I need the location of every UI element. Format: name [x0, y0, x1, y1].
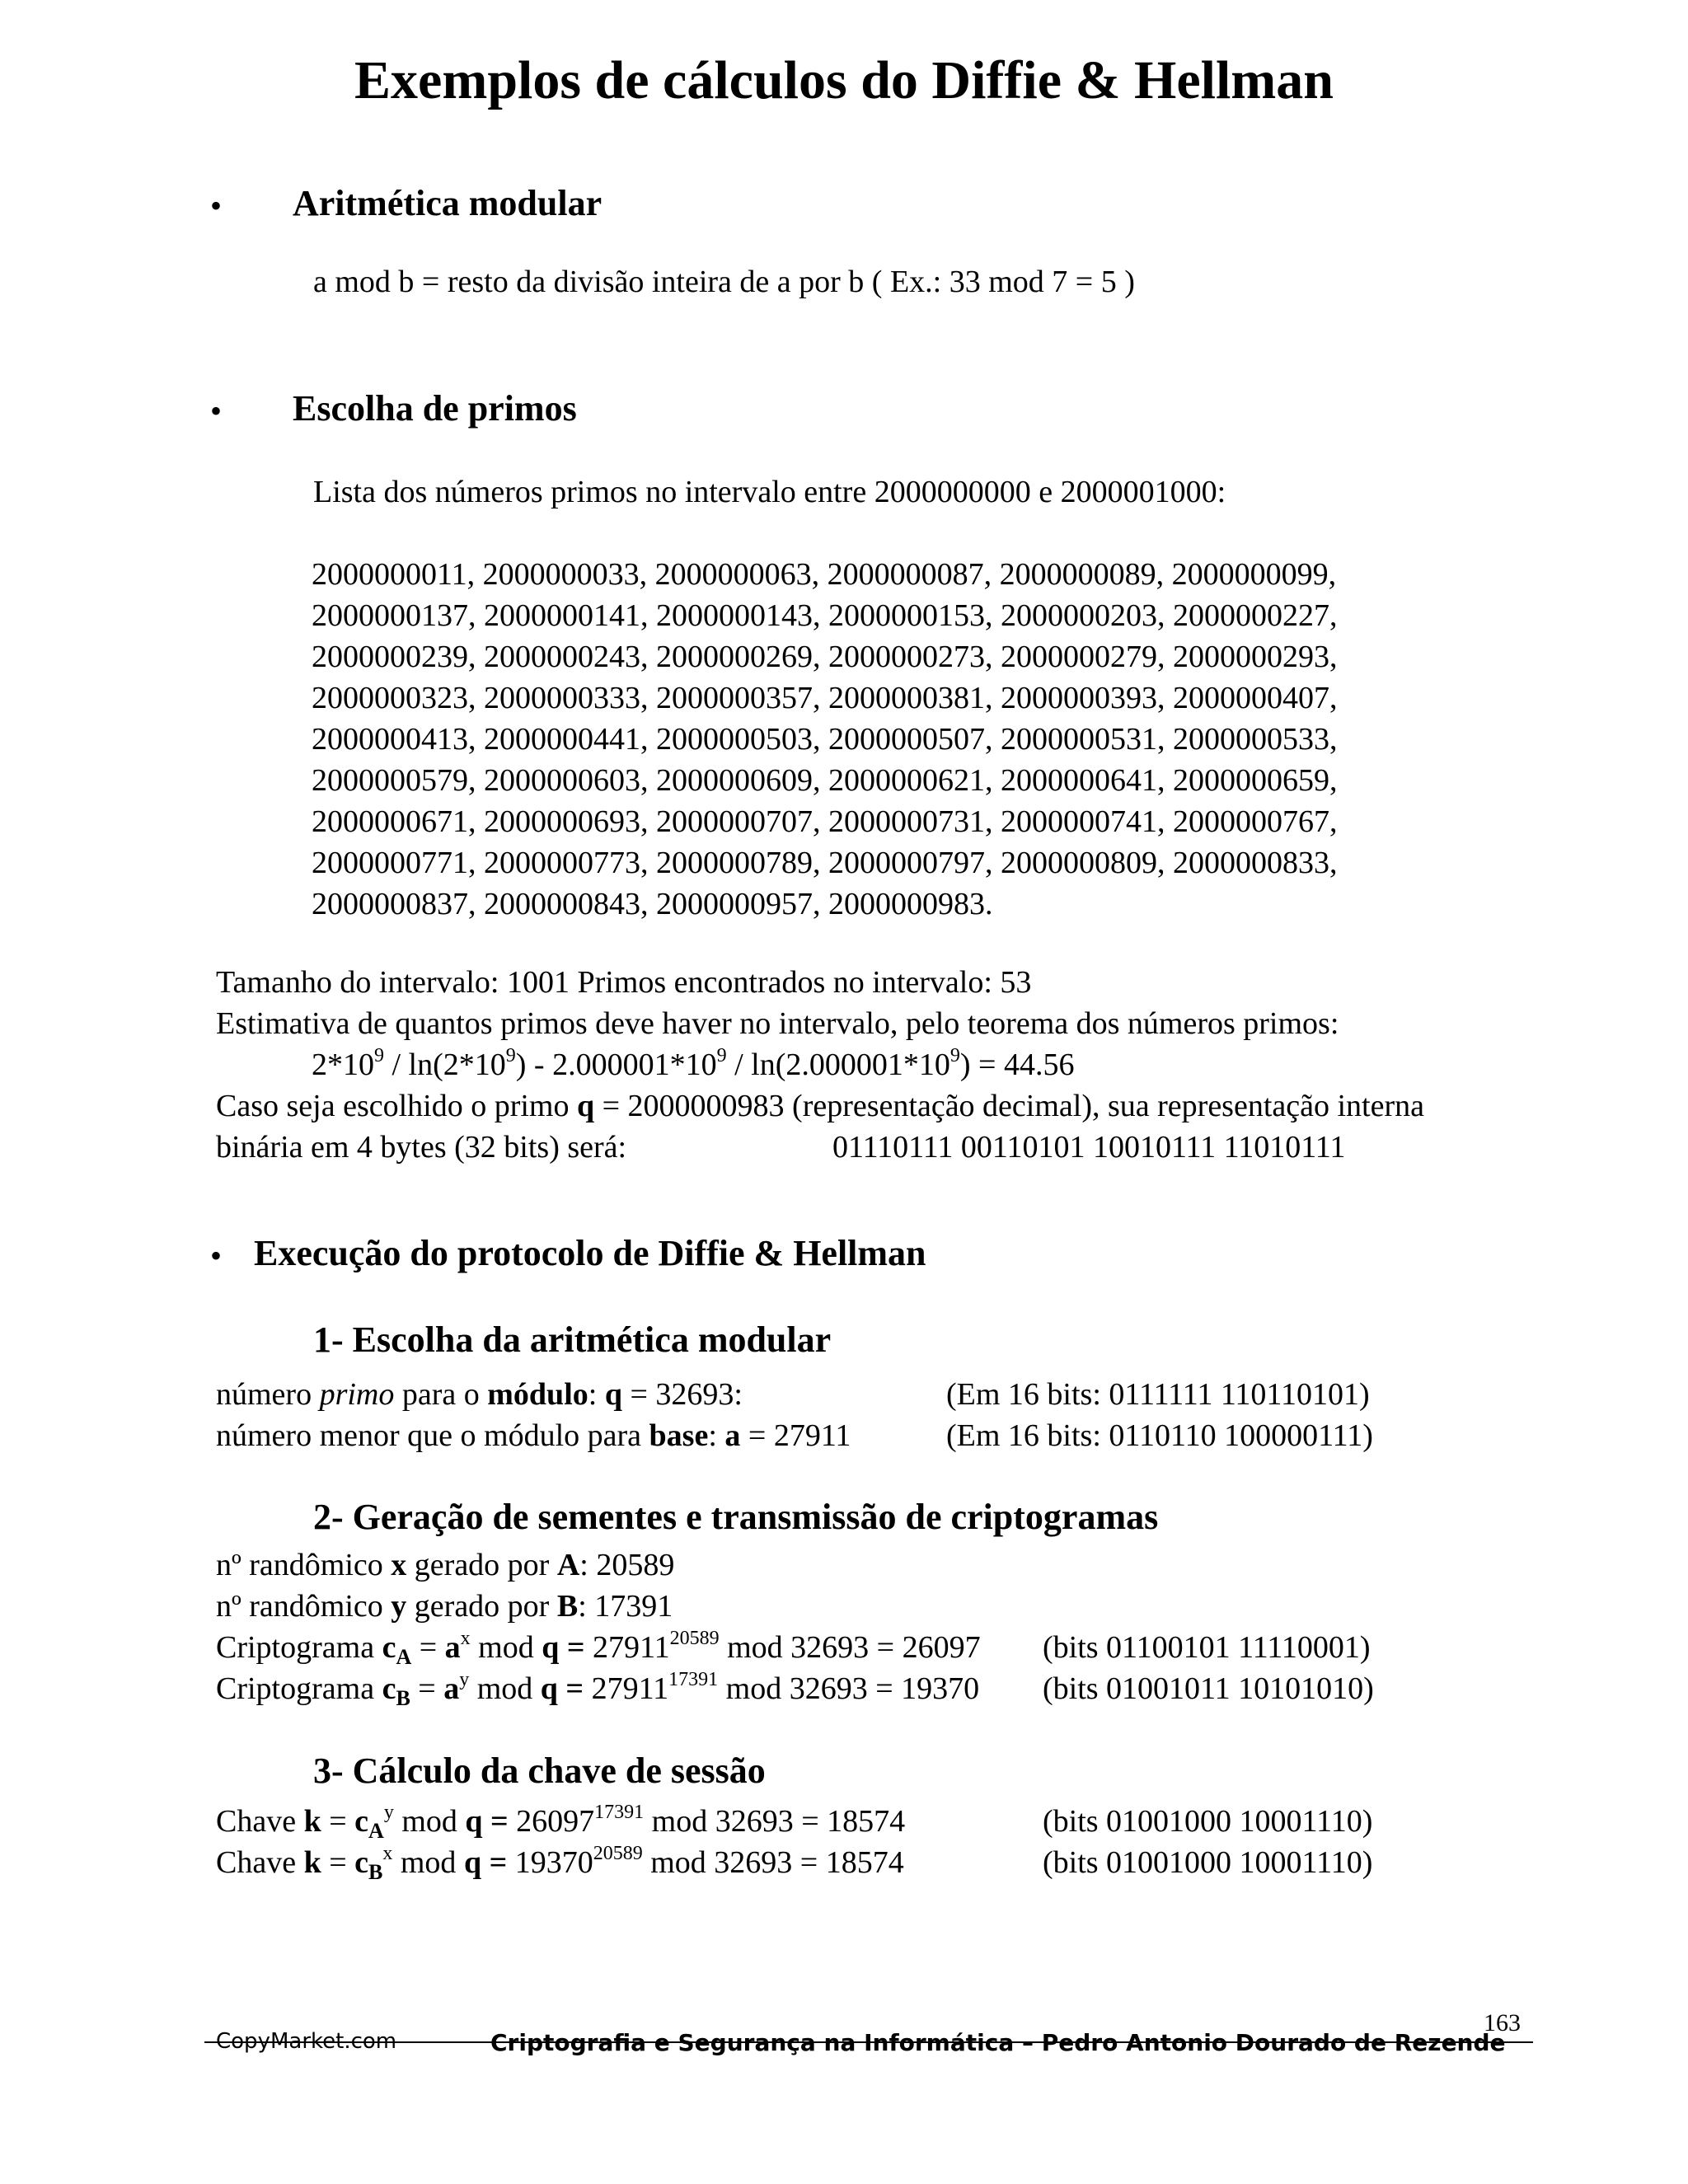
primes-line: 2000000671, 2000000693, 2000000707, 2000000731, 2000000741, 2000000767, — [312, 804, 1338, 839]
modular-definition: a mod b = resto da divisão inteira de a por b ( Ex.: 33 mod 7 = 5 ) — [313, 265, 1135, 299]
primes-line: 2000000239, 2000000243, 2000000269, 2000000273, 2000000279, 2000000293, — [312, 640, 1338, 674]
session-key-a-bits: (bits 01001000 10001110) — [1043, 1804, 1373, 1839]
page-number: 163 — [1484, 2009, 1521, 2036]
bullet-icon: • — [210, 187, 223, 224]
footer-site: CopyMarket.com — [216, 2029, 397, 2054]
estimate-line: Estimativa de quantos primos deve haver no intervalo, pelo teorema dos números primos: — [216, 1006, 1339, 1041]
estimate-formula: $2*10^9 / \ln(2*10^9) - 2.000001*10^9 / \ln(2.000001*10^9) = 44.56$ — [312, 1045, 1075, 1082]
session-key-b-bits: (bits 01001000 10001110) — [1043, 1845, 1373, 1880]
random-y-line: nº randômico y gerado por B: 17391 — [216, 1589, 673, 1624]
bullet-icon: • — [210, 392, 223, 429]
modulus-bits: (Em 16 bits: 0111111 110110101) — [946, 1377, 1370, 1412]
footer-book-title: Criptografia e Segurança na Informática – Pedro Antonio Dourado de Rezende — [490, 2029, 1506, 2056]
page-title: Exemplos de cálculos do Diffie & Hellman — [354, 50, 1334, 110]
section-heading-primes: Escolha de primos — [293, 388, 577, 429]
section-heading-dh: Execução do protocolo de Diffie & Hellman — [254, 1233, 926, 1273]
cryptogram-a-line: Criptograma $c_A = a^x$ mod $q = 27911^{20589}$ mod 32693 = 26097 — [216, 1628, 981, 1669]
primes-line: 2000000771, 2000000773, 2000000789, 2000000797, 2000000809, 2000000833, — [312, 846, 1338, 880]
session-key-b-line: Chave $k = c_B^x$ mod $q = 19370^{20589}$ mod 32693 = 18574 — [216, 1843, 904, 1884]
bullet-icon: • — [210, 1237, 223, 1274]
step3-heading: 3- Cálculo da chave de sessão — [313, 1750, 766, 1791]
step2-heading: 2- Geração de sementes e transmissão de criptogramas — [313, 1497, 1159, 1537]
interval-size-line: Tamanho do intervalo: 1001 Primos encontrados no intervalo: 53 — [216, 965, 1032, 1000]
binary-value: 01110111 00110101 10010111 11010111 — [832, 1130, 1346, 1165]
primes-line: 2000000137, 2000000141, 2000000143, 2000000153, 2000000203, 2000000227, — [312, 598, 1338, 633]
random-x-line: nº randômico x gerado por A: 20589 — [216, 1548, 675, 1582]
primes-line: 2000000837, 2000000843, 2000000957, 2000000983. — [312, 887, 993, 921]
cryptogram-b-bits: (bits 01001011 10101010) — [1043, 1671, 1374, 1706]
binary-label: binária em 4 bytes (32 bits) será: — [216, 1130, 627, 1165]
primes-line: 2000000323, 2000000333, 2000000357, 2000000381, 2000000393, 2000000407, — [312, 681, 1338, 715]
cryptogram-b-line: Criptograma $c_B = a^y$ mod $q = 27911^{17391}$ mod 32693 = 19370 — [216, 1669, 980, 1710]
base-bits: (Em 16 bits: 0110110 100000111) — [946, 1418, 1373, 1453]
primes-line: 2000000413, 2000000441, 2000000503, 2000000507, 2000000531, 2000000533, — [312, 722, 1338, 757]
modulus-line: número primo para o módulo: q = 32693: — [216, 1377, 743, 1412]
cryptogram-a-bits: (bits 01100101 11110001) — [1043, 1630, 1371, 1665]
section-heading-modular: Aritmética modular — [293, 183, 603, 223]
primes-line: 2000000579, 2000000603, 2000000609, 2000000621, 2000000641, 2000000659, — [312, 763, 1338, 798]
base-line: número menor que o módulo para base: a = 27911 — [216, 1418, 851, 1453]
step1-heading: 1- Escolha da aritmética modular — [313, 1319, 832, 1360]
primes-list — [312, 554, 1338, 925]
session-key-a-line: Chave $k = c_A^y$ mod $q = 26097^{17391}$ mod 32693 = 18574 — [216, 1802, 906, 1843]
chosen-prime-line: Caso seja escolhido o primo q = 2000000983 (representação decimal), sua representação interna — [216, 1089, 1424, 1123]
primes-intro: Lista dos números primos no intervalo entre 2000000000 e 2000001000: — [313, 475, 1226, 509]
primes-line: 2000000011, 2000000033, 2000000063, 2000000087, 2000000089, 2000000099, — [312, 557, 1337, 592]
